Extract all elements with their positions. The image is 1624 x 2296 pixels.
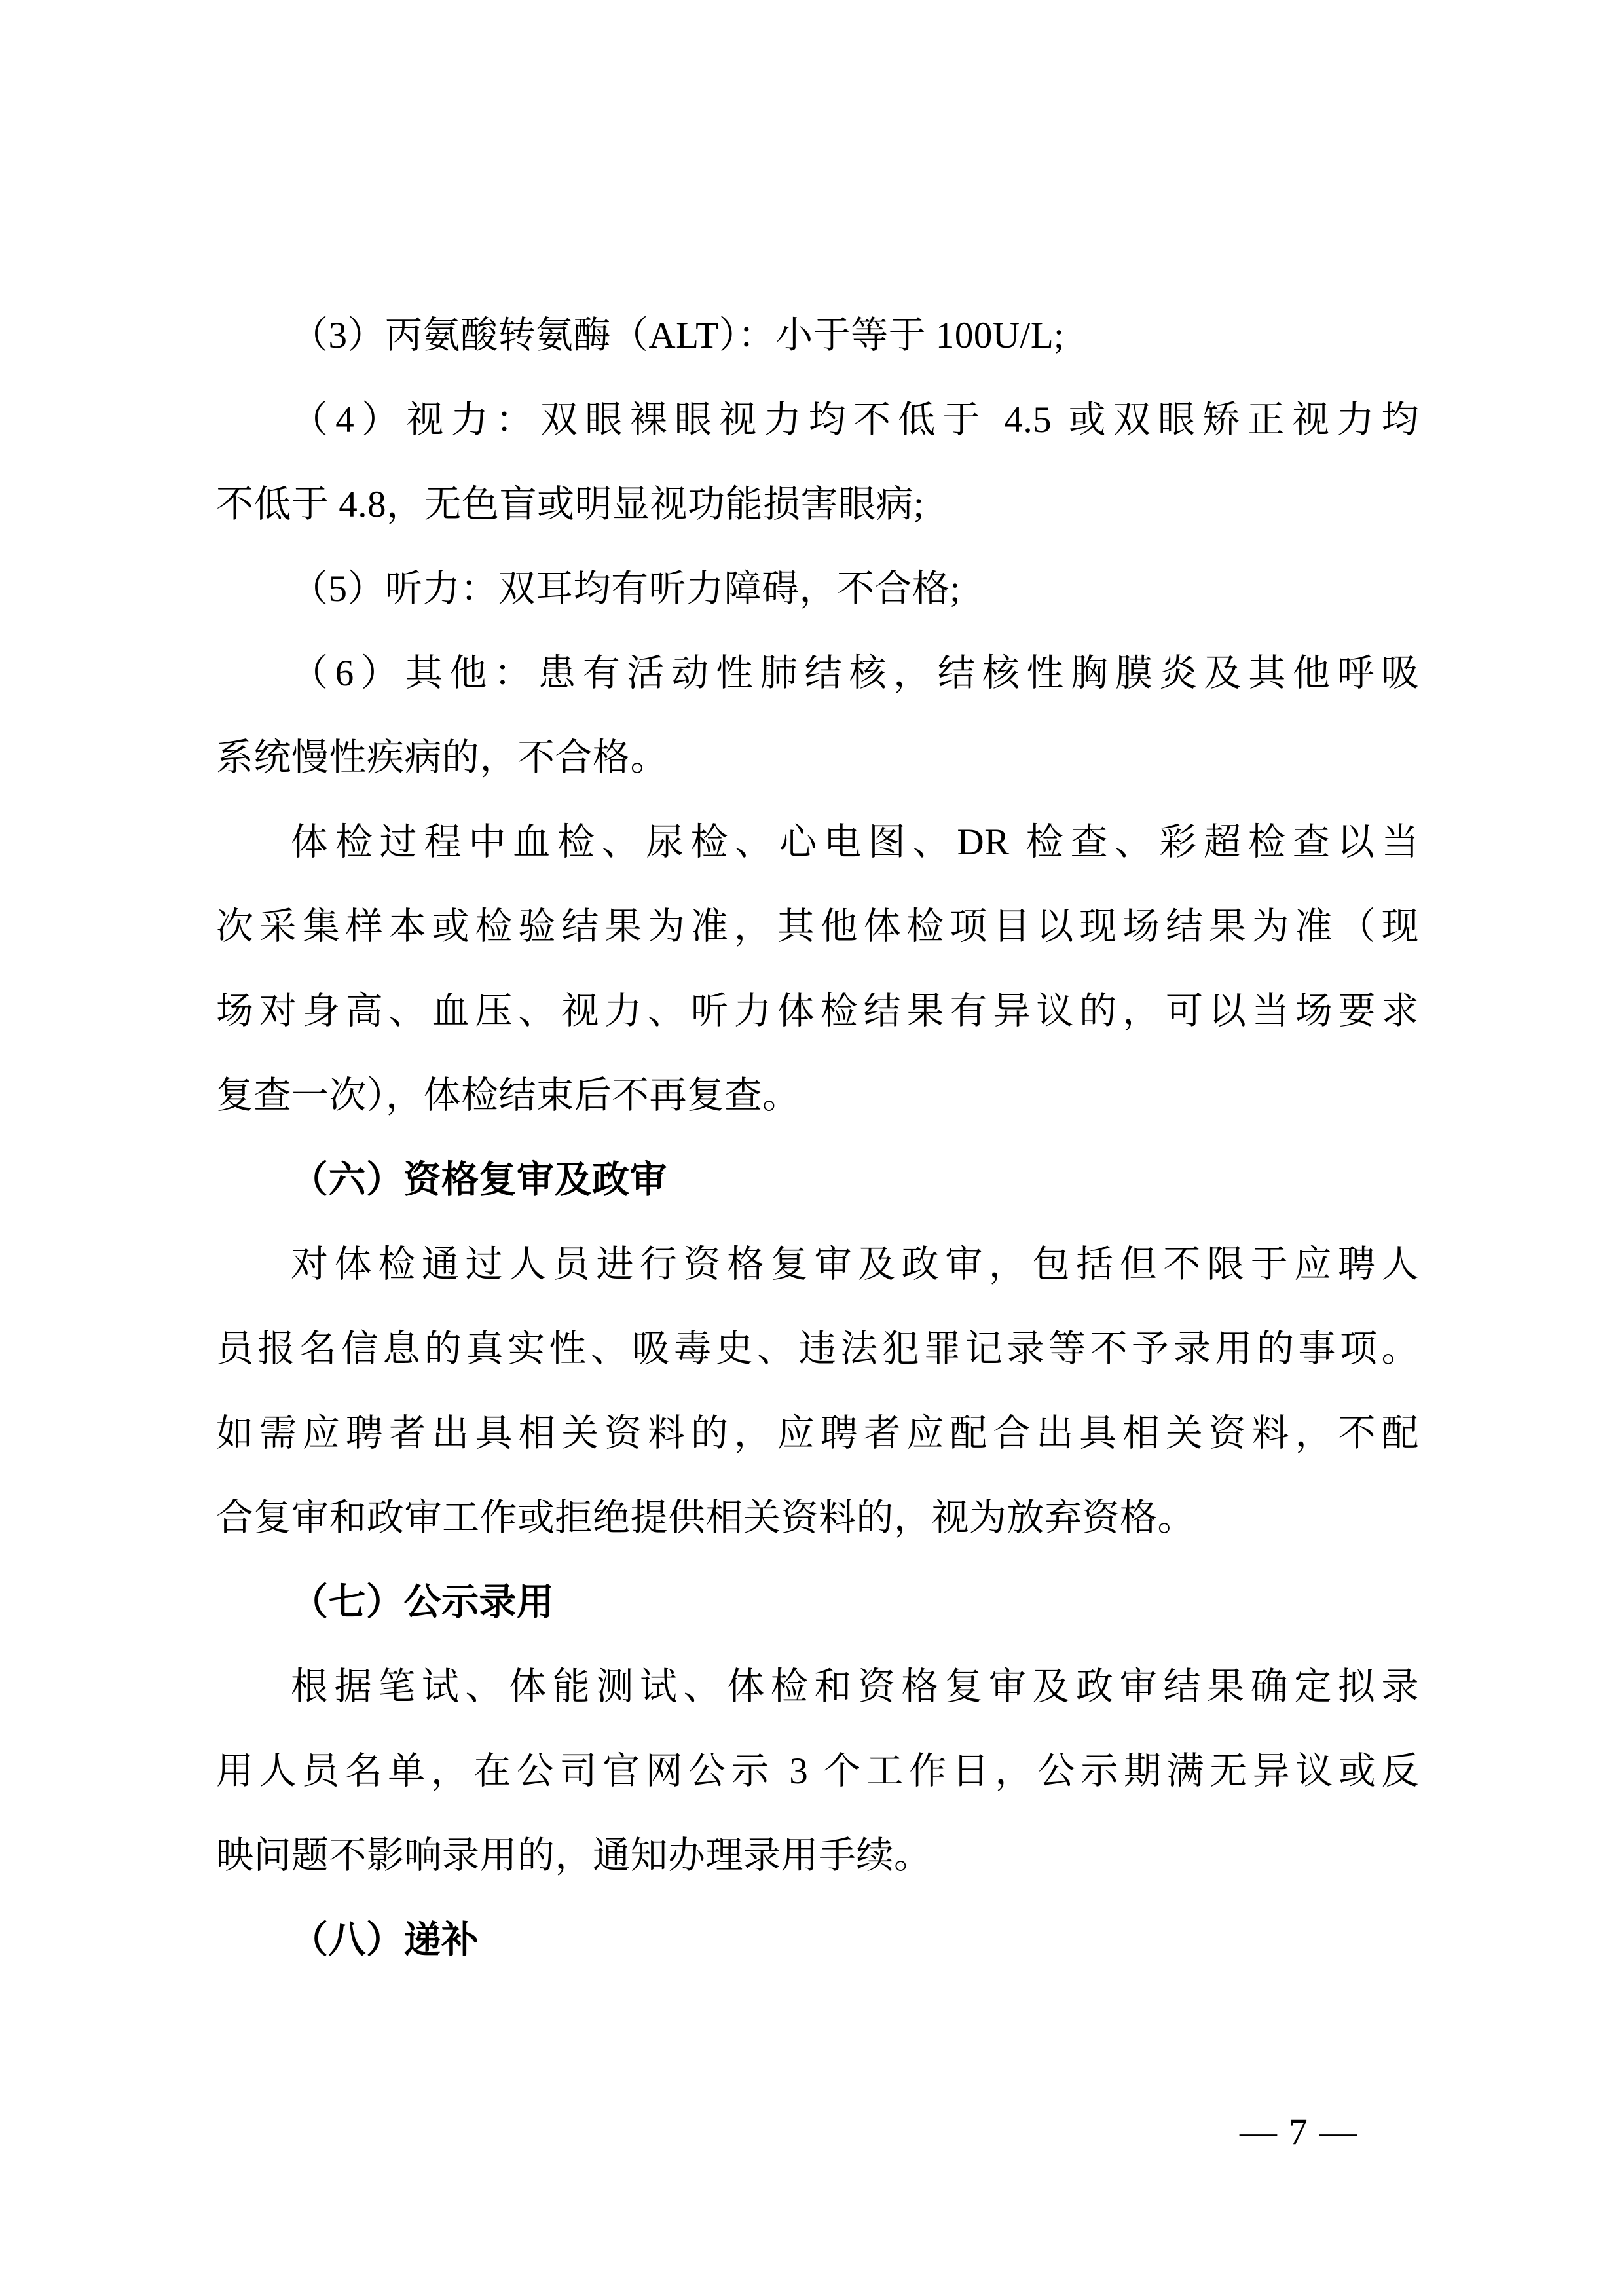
body-line-exam-note-2: 次采集样本或检验结果为准，其他体检项目以现场结果为准（现 [216, 906, 1419, 947]
body-line-exam-note-1: 体检过程中血检、尿检、心电图、DR 检查、彩超检查以当 [291, 822, 1419, 863]
body-line-review-3: 如需应聘者出具相关资料的，应聘者应配合出具相关资料，不配 [216, 1413, 1419, 1454]
body-line-publicity-2: 用人员名单，在公司官网公示 3 个工作日，公示期满无异议或反 [216, 1751, 1419, 1792]
body-line-exam-note-3: 场对身高、血压、视力、听力体检结果有异议的，可以当场要求 [216, 991, 1419, 1032]
body-line-item-6: （6）其他：患有活动性肺结核，结核性胸膜炎及其他呼吸 [291, 653, 1419, 694]
section-heading-7: （七）公示录用 [291, 1582, 555, 1623]
body-line-review-1: 对体检通过人员进行资格复审及政审，包括但不限于应聘人 [291, 1244, 1419, 1285]
body-line-item-5: （5）听力：双耳均有听力障碍，不合格; [291, 568, 961, 610]
body-line-item-4-cont: 不低于 4.8，无色盲或明显视功能损害眼病; [216, 484, 925, 525]
body-line-review-2: 员报名信息的真实性、吸毒史、违法犯罪记录等不予录用的事项。 [216, 1328, 1419, 1370]
body-line-publicity-3: 映问题不影响录用的，通知办理录用手续。 [216, 1835, 932, 1876]
page-number: — 7 — [1240, 2111, 1358, 2153]
body-line-item-4: （4）视力：双眼裸眼视力均不低于 4.5 或双眼矫正视力均 [291, 399, 1419, 441]
document-body [216, 293, 1419, 1982]
body-line-review-4: 合复审和政审工作或拒绝提供相关资料的，视为放弃资格。 [216, 1497, 1195, 1539]
body-line-item-3: （3）丙氨酸转氨酶（ALT）：小于等于 100U/L; [291, 315, 1065, 356]
body-line-exam-note-4: 复查一次），体检结束后不再复查。 [216, 1075, 800, 1116]
section-heading-8: （八）递补 [291, 1920, 479, 1961]
section-heading-6: （六）资格复审及政审 [291, 1159, 667, 1201]
body-line-publicity-1: 根据笔试、体能测试、体检和资格复审及政审结果确定拟录 [291, 1666, 1419, 1707]
body-line-item-6-cont: 系统慢性疾病的，不合格。 [216, 737, 668, 778]
